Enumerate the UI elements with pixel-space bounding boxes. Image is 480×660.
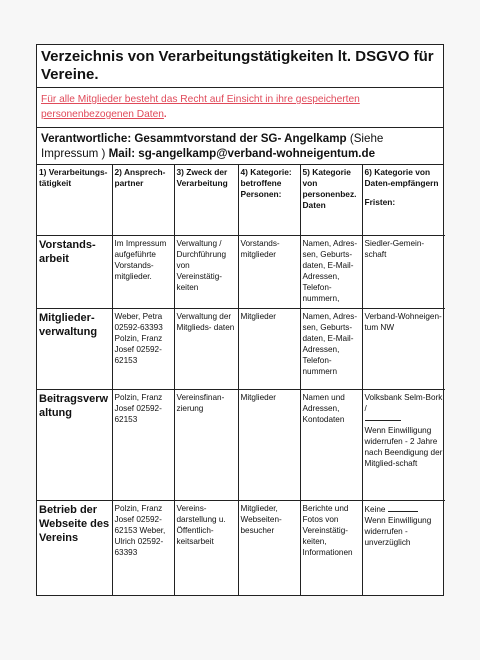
cell-recipients bbox=[362, 501, 445, 596]
responsible-line bbox=[37, 128, 443, 165]
cell-persons: Mitglieder bbox=[238, 309, 300, 390]
header-purpose: 3) Zweck der Verarbeitung bbox=[174, 165, 238, 236]
cell-purpose: Verwaltung / Durchführung von Vereinstätig-keiten bbox=[174, 236, 238, 309]
member-rights-notice bbox=[37, 88, 443, 128]
retention-text: Wenn Einwilligung widerrufen - unverzüglich bbox=[364, 516, 432, 547]
cell-purpose: Vereinsfinan-zierung bbox=[174, 390, 238, 501]
notice-period: . bbox=[163, 109, 167, 120]
cell-activity: Vorstands-arbeit bbox=[37, 236, 112, 309]
cell-data: Berichte und Fotos von Vereinstätig-keiten, Informationen bbox=[300, 501, 362, 596]
processing-table bbox=[37, 165, 445, 595]
responsible-party: Verantwortliche: Gesammtvorstand der SG- Angelkamp bbox=[41, 132, 347, 145]
document-frame bbox=[36, 44, 444, 596]
recipients-text: Verband-Wohneigen-tum NW bbox=[364, 312, 442, 332]
recipients-text: Volksbank Selm-Bork / bbox=[364, 393, 443, 413]
cell-purpose: Vereins-darstellung u. Öffentlich-keitsarbeit bbox=[174, 501, 238, 596]
cell-persons: Mitglieder, Webseiten-besucher bbox=[238, 501, 300, 596]
fill-in-line bbox=[365, 416, 401, 421]
cell-data: Namen, Adres-sen, Geburts-daten, E-Mail-Adressen, Telefon-nummern bbox=[300, 309, 362, 390]
cell-contact: Polzin, Franz Josef 02592-62153 Weber, Ulrich 02592-63393 bbox=[112, 501, 174, 596]
cell-contact: Im Impressum aufgeführte Vorstands-mitglieder. bbox=[112, 236, 174, 309]
notice-text: Für alle Mitglieder besteht das Recht auf Einsicht in ihre gespeicherten personenbezogenen Daten bbox=[41, 94, 360, 120]
table-row bbox=[37, 390, 445, 501]
cell-contact: Polzin, Franz Josef 02592-62153 bbox=[112, 390, 174, 501]
cell-activity: Betrieb der Webseite des Vereins bbox=[37, 501, 112, 596]
cell-recipients bbox=[362, 309, 445, 390]
recipients-text: Siedler-Gemein-schaft bbox=[364, 239, 425, 259]
responsible-reference: (Siehe Impressum ) bbox=[41, 132, 384, 160]
table-row bbox=[37, 309, 445, 390]
cell-recipients bbox=[362, 390, 445, 501]
cell-persons: Vorstands-mitglieder bbox=[238, 236, 300, 309]
recipients-text: Keine bbox=[364, 505, 386, 514]
header-recipients bbox=[362, 165, 445, 236]
table-row bbox=[37, 236, 445, 309]
retention-text: Wenn Einwilligung widerrufen - 2 Jahre nach Beendigung der Mitglied-schaft bbox=[364, 426, 443, 468]
responsible-mail: Mail: sg-angelkamp@verband-wohneigentum.de bbox=[105, 147, 376, 160]
cell-data: Namen, Adres-sen, Geburts-daten, E-Mail-Adressen, Telefon-nummern, bbox=[300, 236, 362, 309]
cell-activity: Beitragsverw altung bbox=[37, 390, 112, 501]
document-title: Verzeichnis von Verarbeitungstätigkeiten lt. DSGVO für Vereine. bbox=[37, 45, 443, 88]
header-fristen-label: Fristen: bbox=[364, 197, 396, 207]
table-row bbox=[37, 501, 445, 596]
cell-persons: Mitglieder bbox=[238, 390, 300, 501]
header-activity: 1) Verarbeitungs-tätigkeit bbox=[37, 165, 112, 236]
cell-contact: Weber, Petra 02592-63393 Polzin, Franz Josef 02592-62153 bbox=[112, 309, 174, 390]
header-persons: 4) Kategorie: betroffene Personen: bbox=[238, 165, 300, 236]
cell-recipients bbox=[362, 236, 445, 309]
cell-purpose: Verwaltung der Mitglieds- daten bbox=[174, 309, 238, 390]
header-data: 5) Kategorie von personenbez. Daten bbox=[300, 165, 362, 236]
fill-in-line bbox=[388, 503, 418, 512]
cell-activity: Mitglieder-verwaltung bbox=[37, 309, 112, 390]
cell-data: Namen und Adressen, Kontodaten bbox=[300, 390, 362, 501]
header-contact: 2) Ansprech-partner bbox=[112, 165, 174, 236]
header-recipients-label: 6) Kategorie von Daten-empfängern bbox=[364, 167, 439, 188]
table-header-row bbox=[37, 165, 445, 236]
